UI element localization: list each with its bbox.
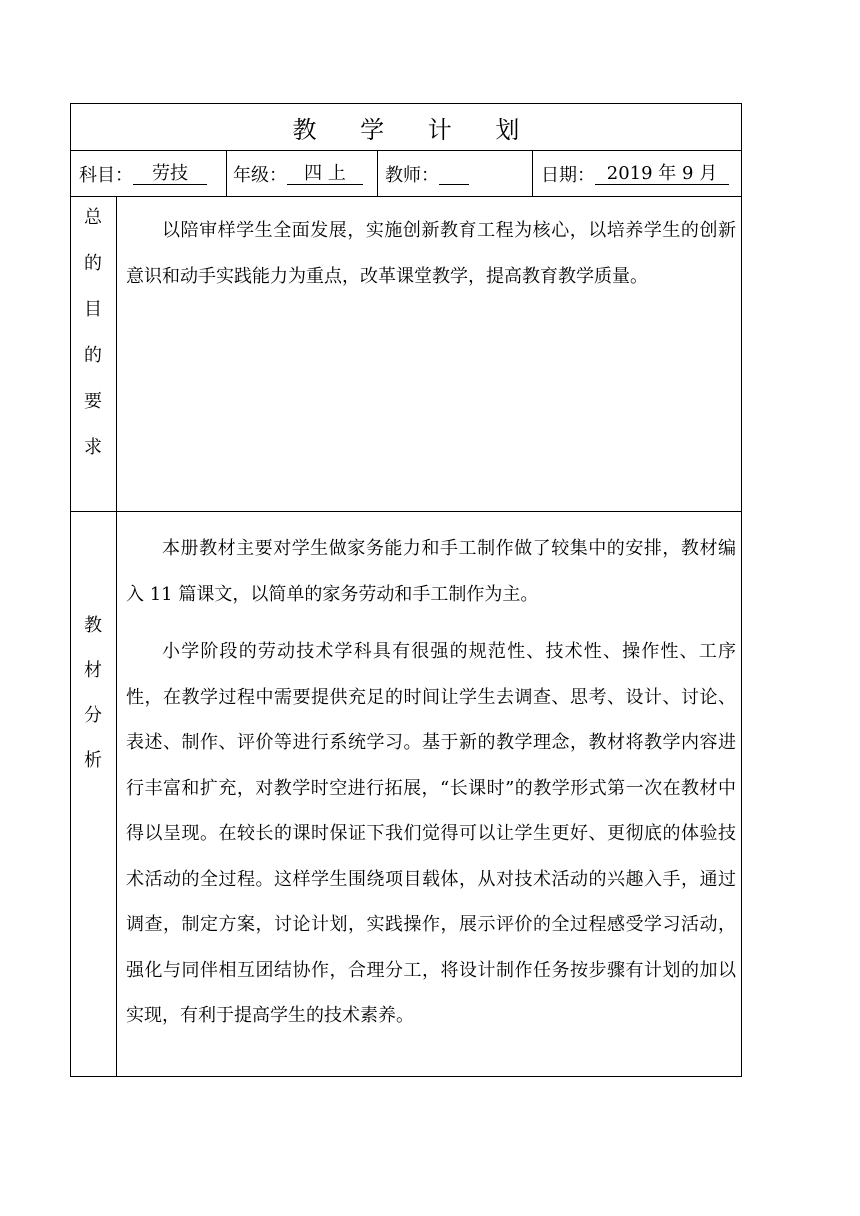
analysis-text (126, 526, 736, 1039)
grade-value: 四 上 (287, 164, 363, 185)
goals-paragraph: 以陪审样学生全面发展，实施创新教育工程为核心，以培养学生的创新意识和动手实践能力为重点，改革课堂教学，提高教育教学质量。 (126, 220, 736, 287)
table-divider (532, 150, 533, 196)
date-label: 日期： (541, 165, 595, 186)
teacher-value (439, 164, 469, 185)
subject-field (79, 152, 207, 196)
goals-label-char: 目 (84, 299, 102, 320)
goals-text (126, 208, 736, 299)
analysis-paragraph: 本册教材主要对学生做家务能力和手工制作做了较集中的安排，教材编入 11 篇课文，以简单的家务劳动和手工制作为主。 (126, 538, 736, 605)
grade-field (233, 152, 363, 196)
analysis-paragraph: 小学阶段的劳动技术学科具有很强的规范性、技术性、操作性、工序性，在教学过程中需要提供充足的时间让学生去调查、思考、设计、讨论、表述、制作、评价等进行系统学习。基于新的教学理念，教材将教学内容进行丰富和扩充，对教学时空进行拓展，“长课时”的教学形式第一次在教材中得以呈现。在较长的课时保证下我们觉得可以让学生更好、更彻底的体验技术活动的全过程。这样学生围绕项目载体，从对技术活动的兴趣入手，通过调查，制定方案，讨论计划，实践操作，展示评价的全过程感受学习活动，强化与同伴相互团结协作，合理分工，将设计制作任务按步骤有计划的加以实现，有利于提高学生的技术素养。 (126, 641, 736, 1026)
table-divider (377, 150, 378, 196)
date-field (541, 152, 729, 196)
goals-label-char: 求 (84, 437, 102, 458)
goals-label-char: 总 (84, 207, 102, 228)
table-divider (116, 196, 117, 1076)
goals-label-char: 的 (84, 345, 102, 366)
goals-label-char: 要 (84, 391, 102, 412)
subject-label: 科目： (79, 165, 133, 186)
subject-value: 劳技 (133, 164, 207, 185)
grade-label: 年级： (233, 165, 287, 186)
analysis-label (70, 611, 116, 791)
goals-label-char: 的 (84, 253, 102, 274)
analysis-label-char: 材 (84, 660, 102, 681)
goals-label (70, 203, 116, 479)
table-divider (70, 511, 742, 512)
analysis-label-char: 教 (84, 615, 102, 636)
page-title: 教 学 计 划 (292, 115, 538, 144)
analysis-label-char: 析 (84, 750, 102, 771)
analysis-label-char: 分 (84, 705, 102, 726)
table-divider (226, 150, 227, 196)
table-divider (70, 196, 742, 197)
teacher-label: 教师： (385, 165, 439, 186)
table-divider (70, 150, 742, 151)
date-value: 2019 年 9 月 (595, 164, 729, 185)
teacher-field (385, 152, 469, 196)
